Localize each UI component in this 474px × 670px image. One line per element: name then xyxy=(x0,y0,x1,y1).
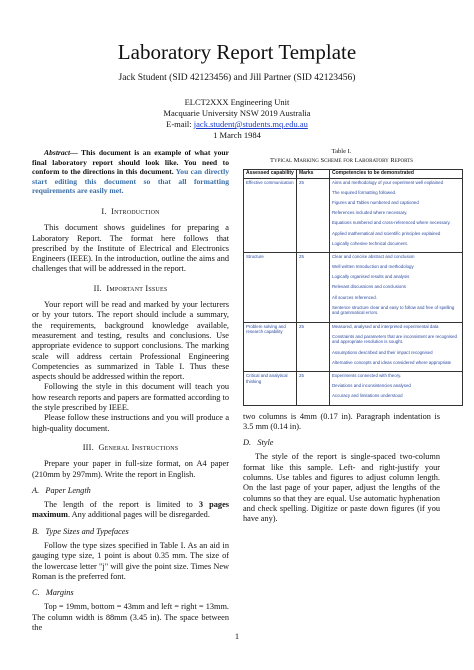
marks-cell: 25 xyxy=(297,371,330,405)
table-caption-title: Typical Marking Scheme for Laboratory Reports xyxy=(269,157,414,164)
table-caption-number: Table I. xyxy=(331,148,352,155)
competency-item: Measured, analysed and interpreted experimental data xyxy=(332,323,439,329)
left-column xyxy=(32,148,229,633)
competency-item: Logically organised results and analysis xyxy=(332,274,410,280)
competency-item: All sources referenced. xyxy=(332,294,377,300)
subsection-heading-d xyxy=(243,438,440,448)
abstract-label: Abstract xyxy=(44,148,71,157)
section-number: III. xyxy=(82,442,94,452)
general-paragraph: Prepare your paper in full-size format, on A4 paper (210mm by 297mm). Write the report in English. xyxy=(32,459,229,479)
table-row xyxy=(244,252,463,322)
marks-cell: 25 xyxy=(297,178,330,252)
affiliation-block xyxy=(0,97,474,141)
section-number: II. xyxy=(93,283,102,293)
email-label: E-mail: xyxy=(166,119,194,129)
affiliation-university: Macquarie University NSW 2019 Australia xyxy=(163,108,311,118)
subsection-title: Type Sizes and Typefaces xyxy=(45,526,129,536)
section-title: General Instructions xyxy=(98,442,179,452)
marking-scheme-table xyxy=(243,169,463,406)
table-row xyxy=(244,322,463,371)
competency-item: Accuracy and limitations understood xyxy=(332,393,403,399)
subsection-letter: D. xyxy=(243,438,252,448)
competency-item: Applied mathematical and scientific principles explained xyxy=(332,230,441,236)
table-header-cell: Assessed capability xyxy=(244,170,297,179)
subsection-title: Paper Length xyxy=(45,485,91,495)
subsection-heading-b xyxy=(32,527,229,537)
abstract-blue-text: You can directly start editing this document so that all formatting requirements are easily met. xyxy=(32,167,229,196)
marks-cell: 25 xyxy=(297,322,330,371)
section-title: Introduction xyxy=(111,206,160,216)
document-title: Laboratory Report Template xyxy=(117,40,357,64)
competency-item: Figures and Tables numbered and captioned xyxy=(332,199,419,205)
email-link[interactable]: jack.student@students.mq.edu.au xyxy=(193,119,308,129)
competency-item: References included where necessary. xyxy=(332,210,408,216)
affiliation-date: 1 March 1984 xyxy=(213,130,261,140)
table-row xyxy=(244,178,463,252)
issues-paragraph-3: Please follow these instructions and you will produce a high-quality document. xyxy=(32,413,229,433)
affiliation-unit: ELCT2XXX Engineering Unit xyxy=(184,97,290,107)
competency-item: Deviations and inconsistencies analysed xyxy=(332,383,411,389)
competency-item: Relevant discussions and conclusions xyxy=(332,284,406,290)
competencies-cell xyxy=(330,252,463,322)
margins-continued-paragraph: two columns is 4mm (0.17 in). Paragraph indentation is 3.5 mm (0.14 in). xyxy=(243,411,440,431)
capability-cell: Structure xyxy=(244,252,297,322)
capability-cell: Critical and analytical thinking xyxy=(244,371,297,405)
subsection-letter: A. xyxy=(32,485,40,495)
section-title: Important Issues xyxy=(106,283,168,293)
abstract-dash: — xyxy=(70,148,82,157)
paper-length-bold: 3 pages maximum xyxy=(32,500,229,520)
table-header-cell: Competencies to be demonstrated xyxy=(330,170,463,179)
section-number: I. xyxy=(101,206,107,216)
issues-paragraph-2: Following the style in this document will teach you how research reports and papers are formatted according to the style prescribed by IEEE. xyxy=(32,382,229,413)
subsection-heading-a xyxy=(32,486,229,496)
competency-item: The required formatting followed. xyxy=(332,189,397,195)
style-paragraph: The style of the report is single-spaced two-column format like this sample. Left- and right-justify your columns. Use tables and figures to adjust column length. On the last page of your paper, adjust the lengths of the columns so that they are equal. Use automatic hyphenation and check spelling. Digitize or paste down figures (if you have any). xyxy=(243,452,440,524)
subsection-title: Margins xyxy=(45,588,74,598)
subsection-letter: C. xyxy=(32,588,40,598)
right-column xyxy=(243,148,457,525)
competencies-cell xyxy=(330,178,463,252)
section-heading-general xyxy=(32,443,229,453)
authors-line: Jack Student (SID 42123456) and Jill Partner (SID 42123456) xyxy=(118,73,356,83)
competency-item: Well written Introduction and methodology xyxy=(332,264,414,270)
abstract xyxy=(32,148,229,196)
table-header-cell: Marks xyxy=(297,170,330,179)
competencies-cell xyxy=(330,322,463,371)
competency-item: Constraints and parameters that are inconsistent are recognised and appropriate resolution is sought. xyxy=(332,333,457,345)
competency-item: Equations numbered and cross-referenced where necessary. xyxy=(332,220,451,226)
affiliation-email-line xyxy=(0,119,474,130)
capability-cell: Effective communication xyxy=(244,178,297,252)
subsection-letter: B. xyxy=(32,526,40,536)
paper-length-paragraph xyxy=(32,500,229,521)
subsection-title: Style xyxy=(257,438,274,448)
subsection-heading-c xyxy=(32,588,229,598)
intro-paragraph: This document shows guidelines for preparing a Laboratory Report. The format here follows that prescribed by the Institute of Electrical and Electronics Engineers (IEEE). In the introduction, outline the aims and challenges that will be addressed in the report. xyxy=(32,223,229,274)
competencies-cell xyxy=(330,371,463,405)
competency-item: Experiments connected with theory. xyxy=(332,372,402,378)
abstract-text: This document is an example of what your final laboratory report should look like. You need to conform to the directions in this document. xyxy=(32,148,229,177)
competency-item: Assumptions described and their impact recognised xyxy=(332,349,433,355)
capability-cell: Problem solving and research capability xyxy=(244,322,297,371)
page-number: 1 xyxy=(234,631,240,641)
margins-paragraph: Top = 19mm, bottom = 43mm and left = right = 13mm. The column width is 88mm (3.45 in). The space between the xyxy=(32,602,229,633)
section-heading-issues xyxy=(32,284,229,294)
type-sizes-paragraph: Follow the type sizes specified in Table I. As an aid in gauging type size, 1 point is about 0.35 mm. The size of the lowercase letter "j" will give the point size. Times New Roman is the preferred font. xyxy=(32,540,229,581)
competency-item: Aims and methodology of your experiment well explained xyxy=(332,179,444,185)
table-header-row xyxy=(244,170,463,179)
competency-item: Sentence structure clear and easy to follow and free of spelling and grammatical errors. xyxy=(332,304,455,316)
competency-item: Alternative concepts and ideas considered where appropriate xyxy=(332,359,452,365)
section-heading-intro xyxy=(32,207,229,217)
paper-length-text-end: . Any additional pages will be disregarded. xyxy=(67,510,210,520)
table-row xyxy=(244,371,463,405)
competency-item: Clear and concise abstract and conclusion xyxy=(332,253,415,259)
marks-cell: 25 xyxy=(297,252,330,322)
competency-item: Logically cohesive technical document. xyxy=(332,240,408,246)
issues-paragraph-1: Your report will be read and marked by your lecturers or by your tutors. The report should include a summary, the requirements, background knowledge available, measurement and testing, results and conclusions. Use appropriate evidence to support conclusions. The marking scale will address certain Professional Engineering Competencies as summarized in Table I. Thus these aspects should be addressed within the report. xyxy=(32,300,229,382)
paper-length-text: The length of the report is limited to xyxy=(44,500,199,510)
